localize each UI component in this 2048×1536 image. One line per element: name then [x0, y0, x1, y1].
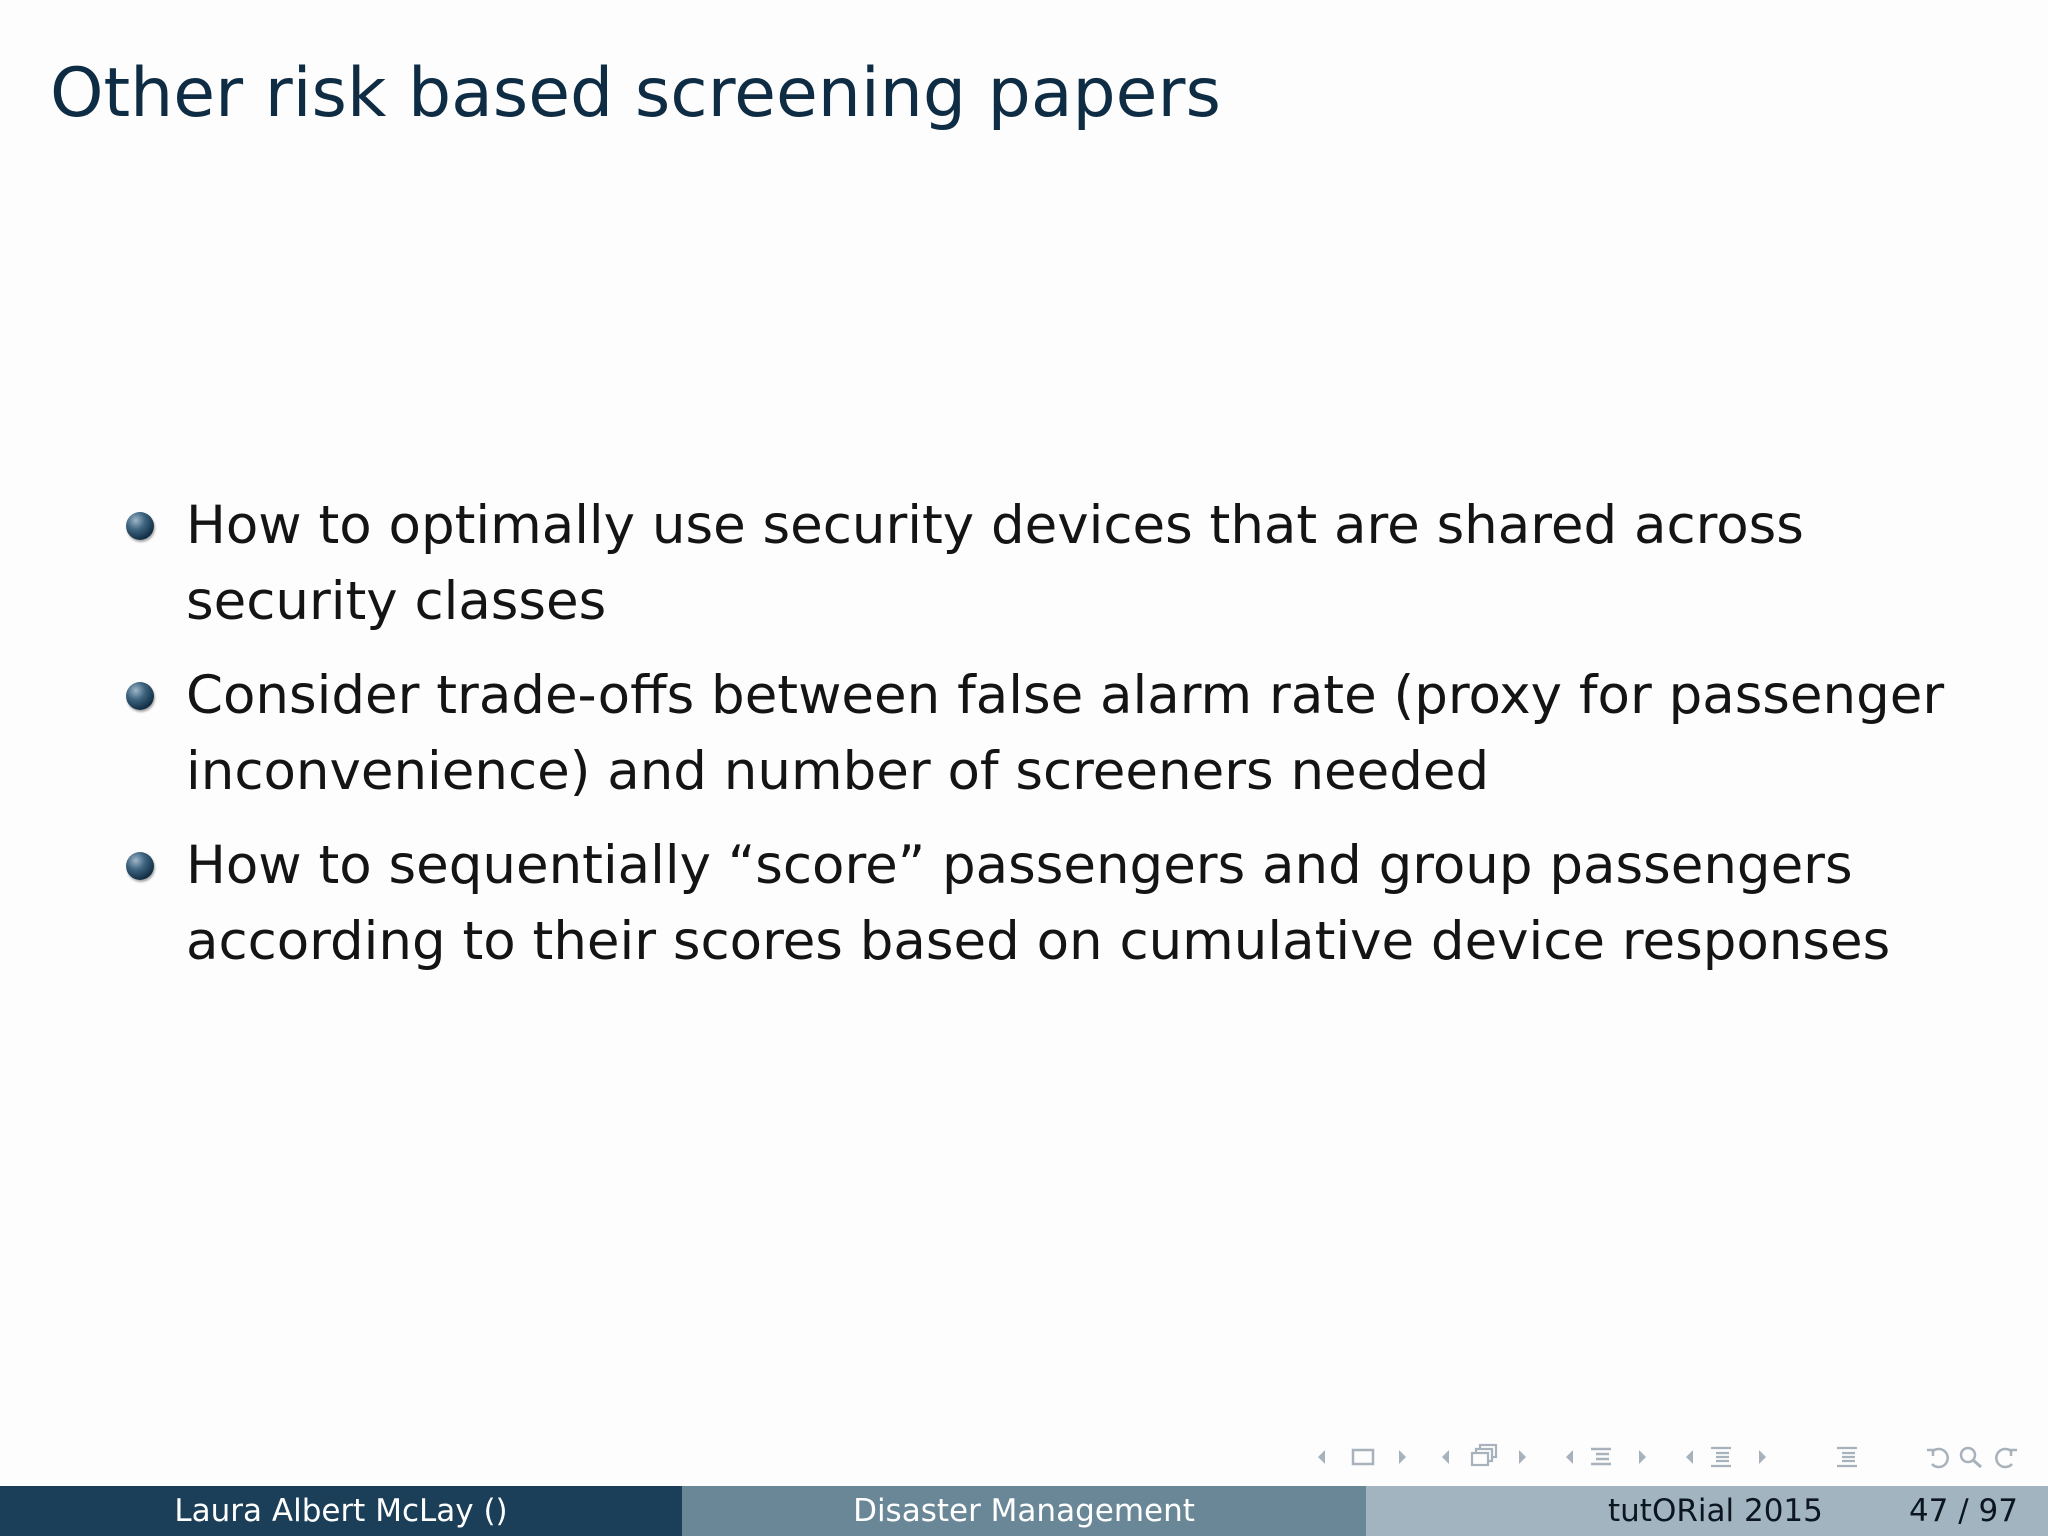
- bullet-text: Consider trade-offs between false alarm rate (proxy for passenger inconvenience) and number of screeners needed: [186, 665, 1945, 802]
- footer-short-title: Disaster Management: [682, 1486, 1366, 1536]
- bullet-text: How to sequentially “score” passengers and group passengers according to their scores based on cumulative device responses: [186, 835, 1891, 972]
- arrow-right-icon[interactable]: [1516, 1440, 1530, 1474]
- bullet-item: [118, 828, 1998, 980]
- footer-author: Laura Albert McLay (): [0, 1486, 682, 1536]
- section-icon[interactable]: [1588, 1440, 1614, 1474]
- arrow-right-icon[interactable]: [1396, 1440, 1410, 1474]
- bullet-list: [118, 488, 1998, 998]
- document-icon[interactable]: [1708, 1440, 1734, 1474]
- bullet-ball-icon: [126, 682, 154, 710]
- arrow-left-icon[interactable]: [1438, 1440, 1452, 1474]
- bullet-item: [118, 658, 1998, 810]
- forward-icon[interactable]: [1990, 1440, 2020, 1474]
- arrow-left-icon[interactable]: [1682, 1440, 1696, 1474]
- navigation-bar: [1310, 1440, 2030, 1474]
- slide-title: Other risk based screening papers: [50, 54, 1221, 133]
- subsection-icon[interactable]: [1468, 1440, 1502, 1474]
- frame-icon[interactable]: [1350, 1440, 1376, 1474]
- bullet-item: [118, 488, 1998, 640]
- bullet-ball-icon: [126, 512, 154, 540]
- arrow-right-icon[interactable]: [1756, 1440, 1770, 1474]
- page-number: 47 / 97: [1908, 1493, 2018, 1529]
- footer-right: [1366, 1486, 2048, 1536]
- search-icon[interactable]: [1956, 1440, 1986, 1474]
- bullet-text: How to optimally use security devices that are shared across security classes: [186, 495, 1804, 632]
- arrow-left-icon[interactable]: [1562, 1440, 1576, 1474]
- toc-icon[interactable]: [1834, 1440, 1860, 1474]
- arrow-right-icon[interactable]: [1636, 1440, 1650, 1474]
- bullet-ball-icon: [126, 852, 154, 880]
- arrow-left-icon[interactable]: [1314, 1440, 1328, 1474]
- footer: [0, 1486, 2048, 1536]
- footer-event: tutORial 2015: [1608, 1493, 1823, 1529]
- back-icon[interactable]: [1924, 1440, 1954, 1474]
